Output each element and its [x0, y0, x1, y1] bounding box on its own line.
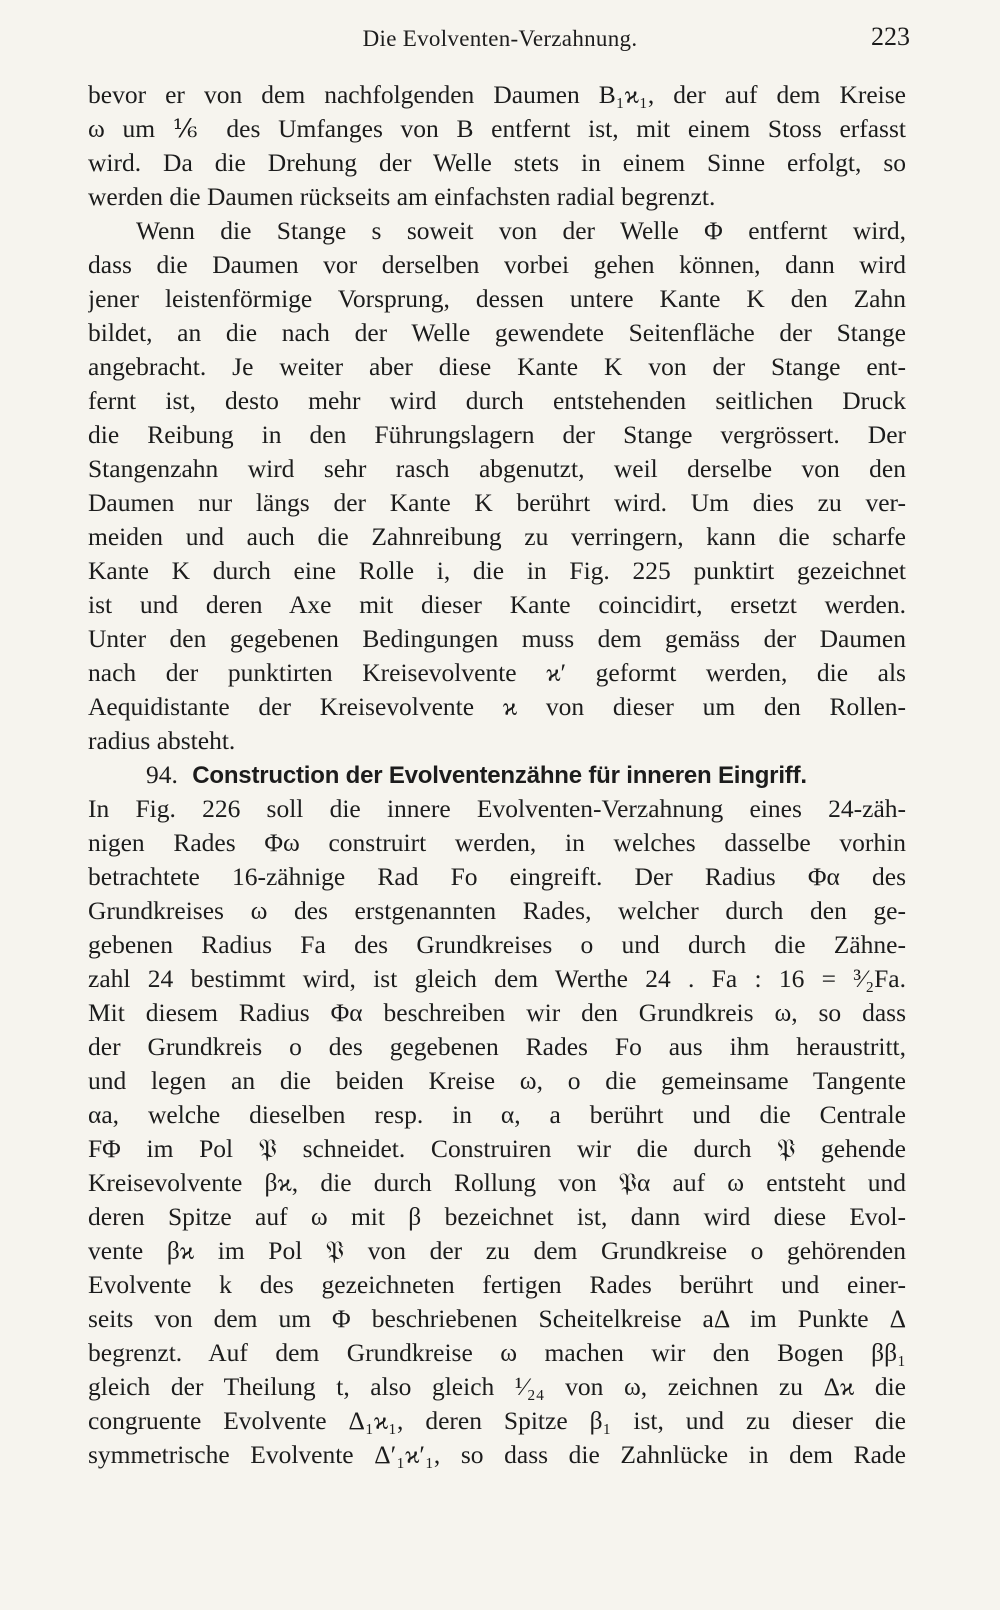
text-line: werden die Daumen rückseits am einfachsten radial begrenzt. [88, 182, 716, 211]
text-line: die Reibung in den Führungslagern der Stange vergrössert. Der [88, 420, 906, 449]
text-line: bevor er von dem nachfolgenden Daumen B₁ϰ₁, der auf dem Kreise [88, 80, 906, 109]
text-line: wird. Da die Drehung der Welle stets in einem Sinne erfolgt, so [88, 148, 906, 177]
section-heading [88, 758, 906, 792]
text-line: Aequidistante der Kreisevolvente ϰ von dieser um den Rollen- [88, 692, 906, 721]
text-line: Kreisevolvente βϰ, die durch Rollung von 𝔓α auf ω entsteht und [88, 1168, 906, 1197]
section-number: 94. [146, 760, 178, 789]
text-line: fernt ist, desto mehr wird durch entstehenden seitlichen Druck [88, 386, 906, 415]
text-line: FΦ im Pol 𝔓 schneidet. Construiren wir die durch 𝔓 gehende [88, 1134, 906, 1163]
text-line: gebenen Radius Fa des Grundkreises o und durch die Zähne- [88, 930, 906, 959]
text-line: und legen an die beiden Kreise ω, o die gemeinsame Tangente [88, 1066, 906, 1095]
page-header [90, 22, 910, 58]
text-line: symmetrische Evolvente Δ′₁ϰ′₁, so dass die Zahnlücke in dem Rade [88, 1440, 906, 1469]
text-line: Grundkreises ω des erstgenannten Rades, welcher durch den ge- [88, 896, 906, 925]
text-line: betrachtete 16-zähnige Rad Fo eingreift. Der Radius Φα des [88, 862, 906, 891]
text-line: meiden und auch die Zahnreibung zu verringern, kann die scharfe [88, 522, 906, 551]
text-line: In Fig. 226 soll die innere Evolventen-Verzahnung eines 24-zäh- [88, 794, 906, 823]
text-line: Evolvente k des gezeichneten fertigen Rades berührt und einer- [88, 1270, 906, 1299]
text-line: radius absteht. [88, 726, 236, 755]
text-line: deren Spitze auf ω mit β bezeichnet ist, dann wird diese Evol- [88, 1202, 906, 1231]
text-line: gleich der Theilung t, also gleich ¹⁄₂₄ von ω, zeichnen zu Δϰ die [88, 1372, 906, 1401]
text-line: dass die Daumen vor derselben vorbei gehen können, dann wird [88, 250, 906, 279]
text-line: Mit diesem Radius Φα beschreiben wir den Grundkreis ω, so dass [88, 998, 906, 1027]
text-line: congruente Evolvente Δ₁ϰ₁, deren Spitze β₁ ist, und zu dieser die [88, 1406, 906, 1435]
text-line: Daumen nur längs der Kante K berührt wird. Um dies zu ver- [88, 488, 906, 517]
text-line: der Grundkreis o des gegebenen Rades Fo aus ihm heraustritt, [88, 1032, 906, 1061]
text-line: ist und deren Axe mit dieser Kante coincidirt, ersetzt werden. [88, 590, 906, 619]
text-line: Wenn die Stange s soweit von der Welle Φ entfernt wird, [136, 216, 906, 245]
text-line: ω um ⅙ des Umfanges von B entfernt ist, mit einem Stoss erfasst [88, 114, 906, 143]
text-line: αa, welche dieselben resp. in α, a berührt und die Centrale [88, 1100, 906, 1129]
section-title: Construction der Evolventenzähne für inneren Eingriff. [192, 762, 807, 789]
text-line: nach der punktirten Kreisevolvente ϰ′ geformt werden, die als [88, 658, 906, 687]
body-text [88, 78, 906, 1472]
text-line: Kante K durch eine Rolle i, die in Fig. 225 punktirt gezeichnet [88, 556, 906, 585]
text-line: zahl 24 bestimmt wird, ist gleich dem Werthe 24 . Fa : 16 = ³⁄₂Fa. [88, 964, 906, 993]
text-line: seits von dem um Φ beschriebenen Scheitelkreise aΔ im Punkte Δ [88, 1304, 906, 1333]
text-line: vente βϰ im Pol 𝔓 von der zu dem Grundkreise o gehörenden [88, 1236, 906, 1265]
text-line: begrenzt. Auf dem Grundkreise ω machen wir den Bogen ββ₁ [88, 1338, 906, 1367]
text-line: nigen Rades Φω construirt werden, in welches dasselbe vorhin [88, 828, 906, 857]
text-line: bildet, an die nach der Welle gewendete Seitenfläche der Stange [88, 318, 906, 347]
text-line: Unter den gegebenen Bedingungen muss dem gemäss der Daumen [88, 624, 906, 653]
text-line: Stangenzahn wird sehr rasch abgenutzt, weil derselbe von den [88, 454, 906, 483]
text-line: jener leistenförmige Vorsprung, dessen untere Kante K den Zahn [88, 284, 906, 313]
page-number: 223 [871, 22, 910, 51]
text-line: angebracht. Je weiter aber diese Kante K von der Stange ent- [88, 352, 906, 381]
running-head: Die Evolventen-Verzahnung. [362, 26, 638, 51]
